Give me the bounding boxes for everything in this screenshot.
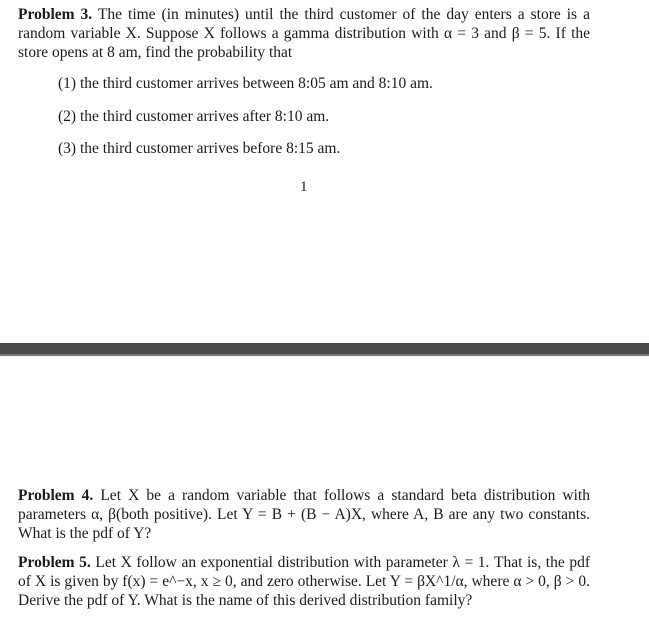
page-number: 1 — [300, 179, 308, 195]
problem-3-heading: Problem 3. — [18, 6, 93, 23]
problem-4-text: Let X be a random variable that follows a standard beta distribution with parameters α, β(both positive). Let Y = B + (B − A)X, where A, B are any two constants. What is the pdf of Y? — [18, 487, 590, 542]
problem-5-paragraph — [18, 553, 590, 610]
problem-3-item-3: (3) the third customer arrives before 8:15 am. — [58, 140, 341, 157]
page-separator — [0, 343, 649, 356]
problem-3-paragraph — [18, 5, 590, 62]
problem-3-item-2: (2) the third customer arrives after 8:10 am. — [58, 108, 330, 125]
problem-4-paragraph — [18, 486, 590, 543]
problem-3-text: The time (in minutes) until the third customer of the day enters a store is a random variable X. Suppose X follows a gamma distribution with α = 3 and β = 5. If the store opens at 8 am, find the probability that — [18, 6, 590, 61]
problem-3-item-1: (1) the third customer arrives between 8:05 am and 8:10 am. — [58, 75, 433, 92]
problem-5-text: Let X follow an exponential distribution with parameter λ = 1. That is, the pdf of X is given by f(x) = e^−x, x ≥ 0, and zero otherwise. Let Y = βX^1/α, where α > 0, β > 0. Derive the pdf of Y. What is the name of this derived distribution family? — [18, 554, 590, 609]
problem-4-heading: Problem 4. — [18, 487, 94, 504]
problem-5-heading: Problem 5. — [18, 554, 91, 571]
